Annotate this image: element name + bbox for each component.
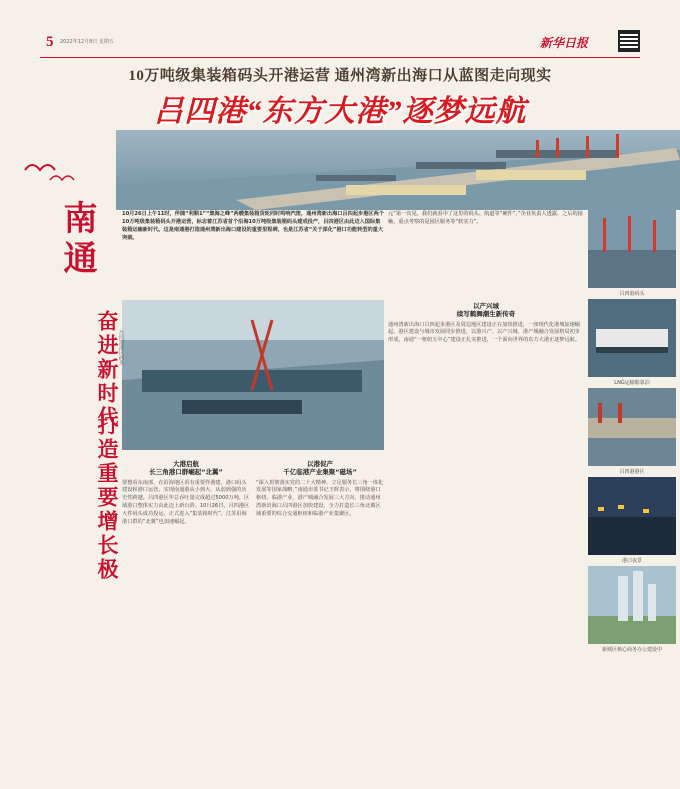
right-photo-3-caption: 吕四港港区 [619, 469, 645, 475]
page-header [0, 0, 680, 60]
right-photo-3 [588, 388, 676, 475]
right-photo-column [588, 210, 676, 655]
crane-ship-photo [122, 300, 384, 450]
right-photo-2 [588, 299, 676, 386]
qr-code-icon[interactable] [618, 30, 640, 52]
page-number: 5 [46, 34, 54, 50]
side-slogan-area [50, 200, 120, 660]
right-photo-5-caption: 新城区核心商务办公建设中 [601, 647, 662, 653]
slogan-line-2: 打造重要增长极 [95, 414, 119, 582]
right-photo-2-caption: LNG运输船靠泊 [614, 380, 650, 386]
section-text-1: 要想看东南部，在沿海地区看有重要作港建、港口码头建设和港口运营，实现南通港从小到大、从弱到强的历史性跨越。吕四港区年总吞吐量完成超过5000万吨，区域港口整体实力由此迈上新台阶。10月26日，吕四港区大件码头成功投运，正式进入“集装箱时代”，江苏沿海港口群的“北翼”也加速崛起。 [122, 479, 250, 525]
city-name-vertical: 南通 [58, 200, 95, 280]
right-photo-1 [588, 210, 676, 297]
newspaper-name: 新华日报 [540, 36, 589, 50]
header-divider [40, 57, 640, 58]
right-photo-4 [588, 477, 676, 564]
port-aerial-image [116, 130, 680, 210]
section-text-3: 通州湾新出海口吕四起步港区及周边地区建设正在加快推进，一座现代化港城加速崛起。港区建设与城市发展同步推进，以港兴产、以产兴城、港产城融合发展格局初步形成，南通“一枢纽五中心”建设正扎实推进，一个面向世界的东方大港正逐梦远航。 [388, 321, 581, 344]
article-column-2 [256, 458, 384, 778]
bird-decoration-icon [20, 150, 80, 190]
date-line: 2022年12月8日 星期五 [60, 39, 114, 45]
section-heading-2: 以港促产 千亿临港产业集聚“磁场” [283, 460, 357, 476]
article-column-3 [388, 300, 584, 780]
right-photo-4-caption: 港口夜景 [621, 558, 642, 564]
hero-port-photo [116, 130, 680, 210]
lead-paragraph: 10月26日上午11时，伴随“利顺1”“集海之峰”两艘集装箱货轮同时鸣响汽笛，通州湾新出海口吕四起步港区两个10万吨级集装箱码头开港运营，标志着江苏省首个沿海10万吨级集装箱码头建成投产，吕四港区由此迈入国际集装箱运输新时代。这是南通港打造通州湾新出海口建设的重要里程碑，也是江苏省“关于深化”港口功能转型的重大突破。 [122, 211, 384, 241]
slogan-line-1: 奋进新时代 [95, 310, 119, 430]
article-column-1 [122, 458, 250, 778]
main-headline: 吕四港“东方大港”逐梦远航 [153, 95, 527, 128]
right-photo-5 [588, 566, 676, 653]
crane-ship-image [122, 300, 384, 450]
kicker-headline: 10万吨级集装箱码头开港运营 通州湾新出海口从蓝图走向现实 [128, 68, 552, 84]
right-photo-1-caption: 吕四港码头 [619, 291, 645, 297]
section-text-2: “深入贯彻落实党的二十大精神，立足服务长三角一体化发展等国家战略，”南通市委书记王晖表示，将围绕港口枢纽、临港产业、港产城融合发展三大方向，推动通州湾新出海口吕四港区加快建设，全力打造长三角北翼区域重要的综合交通枢纽和临港产业集聚区。 [256, 479, 384, 517]
section-heading-3: 以产兴城 续写鹤舞潮生新传奇 [456, 302, 516, 318]
lead-paragraph-right: 元“第一次见，我们就看中了这里的码头、航道等”硬件”，”企业负责人透露，之后的接触，重点考察的是园区服务等“软实力”。 [388, 211, 583, 225]
section-heading-1: 大港启航 长三角港口群崛起“北翼” [149, 460, 223, 476]
photo-caption-vertical: 吕四港港区码头 [118, 330, 124, 365]
